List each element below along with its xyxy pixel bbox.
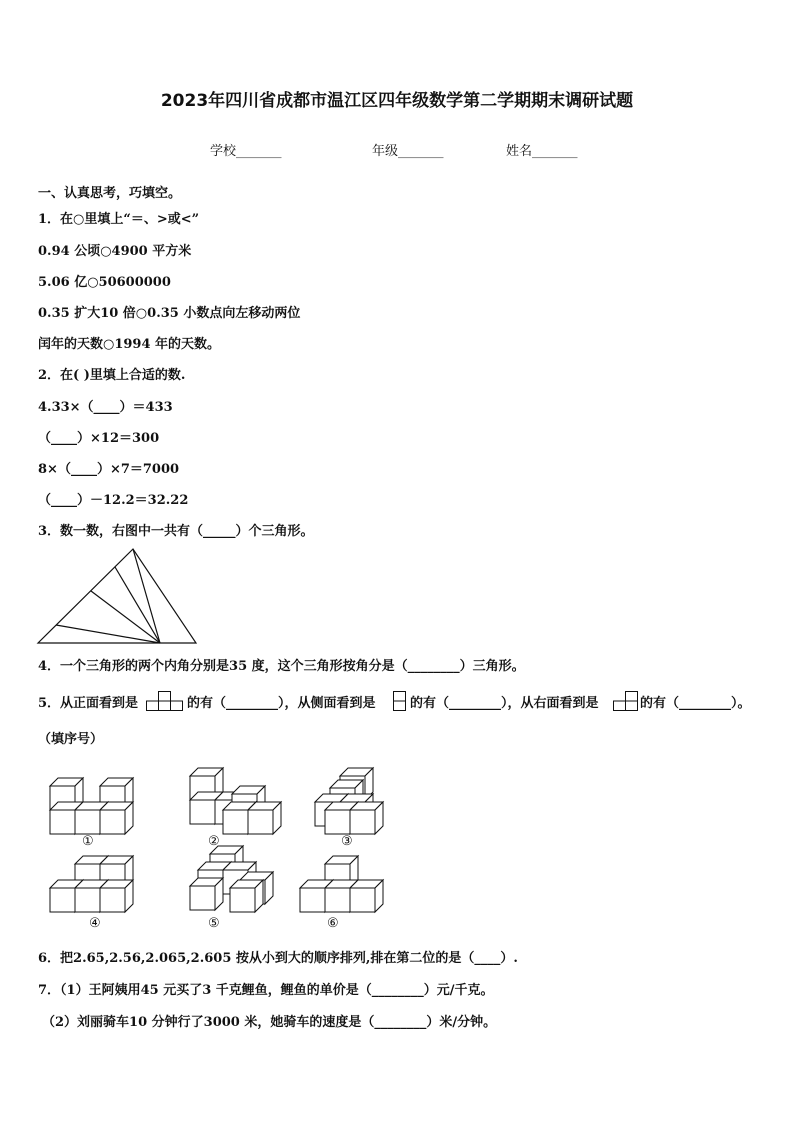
question-5-note: （填序号） [38, 732, 104, 747]
front-view-icon [146, 690, 184, 712]
question-2-stem: 2．在( )里填上合适的数. [38, 368, 186, 383]
question-1-item-4: 闰年的天数○1994 年的天数。 [38, 337, 221, 352]
name-field: 姓名_______ [506, 144, 578, 159]
question-5-part-4: 的有（________）。 [640, 696, 751, 711]
side-view-icon [393, 690, 407, 712]
figure-2 [190, 768, 281, 834]
question-5-part-1: 5．从正面看到是 [38, 696, 139, 711]
section-heading: 一、认真思考，巧填空。 [38, 186, 182, 201]
question-2-item-1: 4.33×（____）＝433 [38, 400, 173, 415]
right-view-icon [613, 690, 639, 712]
question-1-item-2: 5.06 亿○50600000 [38, 275, 171, 290]
question-4: 4．一个三角形的两个内角分别是35 度，这个三角形按角分是（________）三角形。 [38, 659, 525, 674]
figure-6 [300, 856, 383, 912]
figure-5-label: ⑤ [208, 916, 220, 931]
figure-3-label: ③ [341, 834, 353, 849]
question-6: 6．把2.65,2.56,2.065,2.605 按从小到大的顺序排列,排在第二位的是（____）. [38, 951, 518, 966]
question-1-item-3: 0.35 扩大10 倍○0.35 小数点向左移动两位 [38, 306, 301, 321]
question-7-b: （2）刘丽骑车10 分钟行了3000 米，她骑车的速度是（________）米/分钟。 [42, 1015, 497, 1030]
page-title: 2023年四川省成都市温江区四年级数学第二学期期末调研试题 [160, 91, 634, 111]
figure-2-label: ② [208, 834, 220, 849]
question-1-stem: 1．在○里填上“＝、>或<” [38, 212, 200, 227]
figure-1-label: ① [82, 834, 94, 849]
question-5-part-3: 的有（________），从右面看到是 [410, 696, 599, 711]
question-2-item-3: 8×（____）×7＝7000 [38, 462, 180, 477]
question-5-part-2: 的有（________），从侧面看到是 [187, 696, 376, 711]
grade-field: 年级_______ [372, 144, 444, 159]
question-1-item-1: 0.94 公顷○4900 平方米 [38, 244, 192, 259]
school-field: 学校_______ [210, 144, 282, 159]
figure-3 [315, 768, 383, 834]
figure-1 [50, 778, 133, 834]
question-7-a: 7．（1）王阿姨用45 元买了3 千克鲤鱼，鲤鱼的单价是（________）元/千克。 [38, 983, 494, 998]
figure-5 [190, 846, 273, 912]
figure-4 [50, 856, 133, 912]
triangle-figure [36, 546, 198, 646]
question-2-item-2: （____）×12＝300 [38, 431, 160, 446]
figure-6-label: ⑥ [327, 916, 339, 931]
question-2-item-4: （____）－12.2＝32.22 [38, 493, 189, 508]
question-3: 3．数一数，右图中一共有（_____）个三角形。 [38, 524, 314, 539]
figure-4-label: ④ [89, 916, 101, 931]
